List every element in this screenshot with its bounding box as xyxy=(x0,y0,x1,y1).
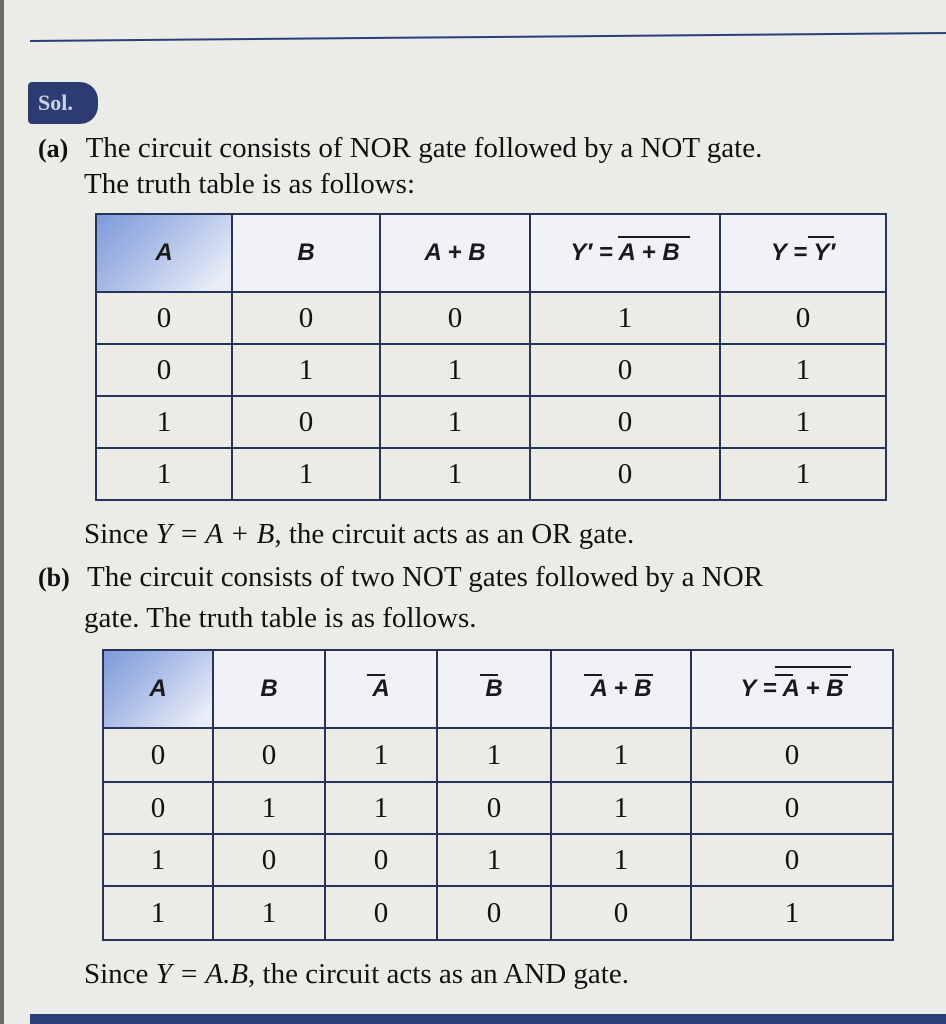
table-cell: 1 xyxy=(551,834,691,886)
overline-not-a-2 xyxy=(584,674,602,676)
part-b-label: (b) xyxy=(38,563,70,592)
part-a-line1 xyxy=(38,134,762,163)
table-cell: 0 xyxy=(232,396,380,448)
table-a-header-y-prime: Y′ = A + B xyxy=(530,214,720,292)
part-a-conclusion-pre: Since xyxy=(84,518,156,550)
table-cell: 1 xyxy=(96,396,232,448)
table-a-header-a: A xyxy=(96,214,232,292)
table-cell: 0 xyxy=(213,834,325,886)
table-cell: 0 xyxy=(103,782,213,834)
table-cell: 1 xyxy=(720,448,886,500)
overline-not-b-2 xyxy=(635,674,653,676)
table-b-header-row xyxy=(103,650,893,728)
part-b-conclusion xyxy=(84,960,629,989)
table-cell: 1 xyxy=(380,448,530,500)
table-b-header-b: B xyxy=(213,650,325,728)
table-cell: 1 xyxy=(551,782,691,834)
table-cell: 1 xyxy=(380,396,530,448)
table-cell: 1 xyxy=(437,834,551,886)
table-cell: 1 xyxy=(213,782,325,834)
table-cell: 0 xyxy=(691,834,893,886)
page-edge xyxy=(0,0,4,1024)
table-cell: 1 xyxy=(530,292,720,344)
table-b-header-y: Y = A + B xyxy=(691,650,893,728)
table-row xyxy=(103,728,893,782)
part-a-conclusion-post: , the circuit acts as an OR gate. xyxy=(274,518,635,550)
table-cell: 0 xyxy=(325,886,437,940)
top-rule xyxy=(30,32,946,42)
table-row xyxy=(103,834,893,886)
table-cell: 1 xyxy=(232,448,380,500)
table-cell: 0 xyxy=(232,292,380,344)
table-cell: 1 xyxy=(325,782,437,834)
part-b-conclusion-expr: Y = A.B xyxy=(155,958,249,990)
part-b-conclusion-pre: Since xyxy=(84,958,156,990)
table-row xyxy=(103,886,893,940)
table-row xyxy=(96,448,886,500)
table-cell: 1 xyxy=(380,344,530,396)
truth-table-a xyxy=(95,213,887,501)
part-a-conclusion xyxy=(84,520,634,549)
overline-not-a xyxy=(367,674,385,676)
table-cell: 0 xyxy=(720,292,886,344)
table-b-header-a: A xyxy=(103,650,213,728)
part-b-line1-text: The circuit consists of two NOT gates followed by a NOR xyxy=(87,561,764,593)
table-a-header-y: Y = Y′ xyxy=(720,214,886,292)
table-row xyxy=(103,782,893,834)
table-b-header-not-a-plus-not-b: A + B xyxy=(551,650,691,728)
table-cell: 0 xyxy=(213,728,325,782)
table-cell: 0 xyxy=(691,782,893,834)
table-a-header-row xyxy=(96,214,886,292)
table-cell: 0 xyxy=(530,396,720,448)
table-cell: 0 xyxy=(325,834,437,886)
table-cell: 1 xyxy=(720,344,886,396)
overline-not-b-3 xyxy=(830,674,848,676)
table-cell: 0 xyxy=(103,728,213,782)
table-b-header-not-b: B xyxy=(437,650,551,728)
truth-table-b xyxy=(102,649,894,941)
part-b-conclusion-post: , the circuit acts as an AND gate. xyxy=(248,958,629,990)
overline-a-plus-b xyxy=(618,236,690,238)
part-b-line1 xyxy=(38,563,763,592)
overline-not-b xyxy=(480,674,498,676)
table-cell: 1 xyxy=(96,448,232,500)
table-cell: 0 xyxy=(551,886,691,940)
part-a-line2: The truth table is as follows: xyxy=(84,168,416,200)
solution-badge xyxy=(28,82,98,124)
table-cell: 1 xyxy=(691,886,893,940)
table-cell: 0 xyxy=(380,292,530,344)
table-row xyxy=(96,344,886,396)
table-b-header-not-a: A xyxy=(325,650,437,728)
table-row xyxy=(96,292,886,344)
part-a-label: (a) xyxy=(38,134,69,163)
table-a-header-b: B xyxy=(232,214,380,292)
part-a-conclusion-expr: Y = A + B xyxy=(155,518,275,550)
table-cell: 1 xyxy=(213,886,325,940)
bottom-band xyxy=(30,1014,946,1024)
table-cell: 0 xyxy=(437,782,551,834)
table-cell: 0 xyxy=(437,886,551,940)
part-a-line1-text: The circuit consists of NOR gate followed by a NOT gate. xyxy=(85,132,763,164)
overline-not-a-3 xyxy=(775,674,793,676)
table-cell: 1 xyxy=(103,886,213,940)
overline-nor-outer xyxy=(775,666,851,668)
table-cell: 1 xyxy=(232,344,380,396)
table-cell: 1 xyxy=(720,396,886,448)
table-a-header-a-plus-b: A + B xyxy=(380,214,530,292)
solution-badge-label: Sol. xyxy=(38,90,73,115)
part-b-line2: gate. The truth table is as follows. xyxy=(84,602,477,634)
table-cell: 0 xyxy=(530,344,720,396)
table-cell: 1 xyxy=(325,728,437,782)
table-row xyxy=(96,396,886,448)
overline-y-prime xyxy=(808,236,834,238)
table-cell: 1 xyxy=(103,834,213,886)
table-cell: 0 xyxy=(96,344,232,396)
table-cell: 1 xyxy=(551,728,691,782)
table-cell: 0 xyxy=(96,292,232,344)
table-cell: 0 xyxy=(691,728,893,782)
table-cell: 1 xyxy=(437,728,551,782)
table-cell: 0 xyxy=(530,448,720,500)
